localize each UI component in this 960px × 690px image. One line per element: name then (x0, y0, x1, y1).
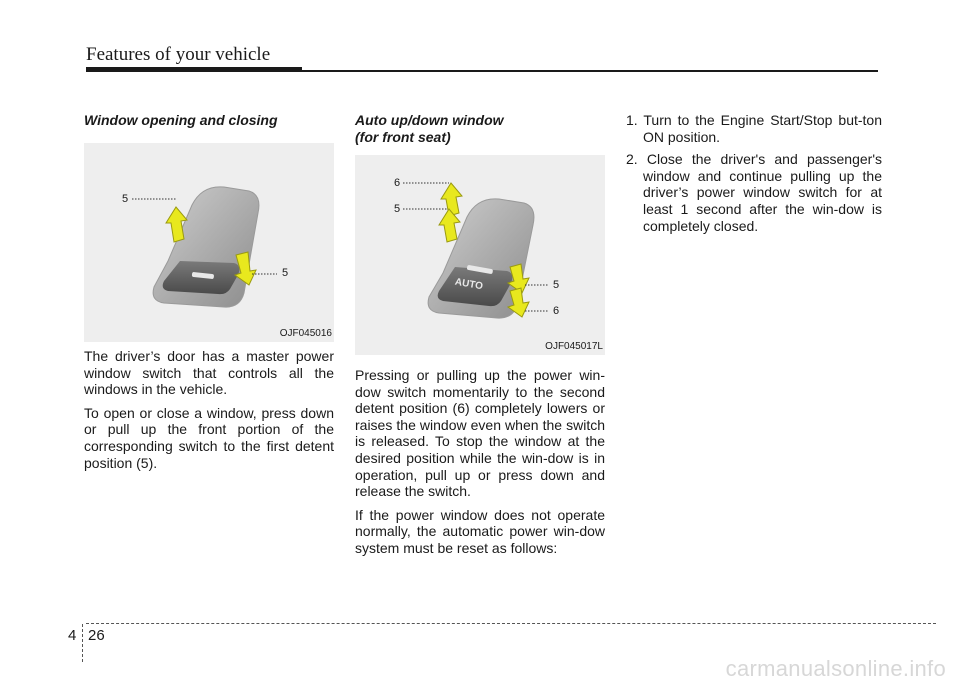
column-reset-steps (626, 112, 882, 240)
callout-label-5-down: 5 (282, 267, 289, 279)
callout-label-6-down: 6 (553, 305, 560, 317)
window-switch-illustration (84, 143, 334, 342)
column-window-opening (84, 112, 334, 478)
paragraph: To open or close a window, press down or pull up the front portion of the corresponding switch to the first detent position (5). (84, 404, 334, 471)
section-title-line1: Auto up/down window (355, 112, 504, 128)
section-title-window-opening: Window opening and closing (84, 112, 278, 128)
page-number: 26 (88, 627, 105, 644)
callout-label-5-up: 5 (394, 203, 401, 215)
paragraph: The driver’s door has a master power window switch that controls all the windows in the vehicle. (84, 348, 334, 398)
section-title-line2: (for front seat) (355, 129, 451, 145)
paragraph: If the power window does not operate normally, the automatic power win-dow system must be reset as follows: (355, 506, 605, 556)
arrow-up-icon (441, 183, 462, 216)
figure-code: OJF045017L (545, 341, 603, 352)
header-rule (86, 67, 302, 72)
callout-label-6-up: 6 (394, 177, 401, 189)
callout-label-5-up: 5 (122, 193, 129, 205)
watermark: carmanualsonline.info (725, 656, 946, 681)
auto-button-label: AUTO (453, 276, 484, 293)
page-header-title: Features of your vehicle (86, 44, 271, 65)
figure-code: OJF045016 (279, 328, 332, 339)
figure-window-switch (84, 143, 334, 342)
section-number: 4 (68, 627, 77, 644)
section-title-auto-window (355, 112, 605, 146)
page-number-divider (82, 624, 83, 662)
column-auto-window (355, 112, 605, 564)
paragraph: Pressing or pulling up the power win-dow switch momentarily to the second detent position (6) completely lowers or raises the window even when the switch is released. To stop the window at the desired position while the win-dow is in operation, pull up or press down and release the switch. (355, 367, 605, 500)
header-rule-thin (302, 70, 878, 72)
callout-label-5-down: 5 (553, 279, 560, 291)
list-item: 1. Turn to the Engine Start/Stop but-ton ON position. (626, 112, 882, 145)
list-item: 2. Close the driver's and passenger's window and continue pulling up the driver’s power window switch for at least 1 second after the win-dow is completely closed. (626, 151, 882, 234)
figure-auto-window-switch (355, 155, 605, 355)
footer-rule (86, 623, 936, 624)
auto-switch-illustration (355, 155, 605, 355)
